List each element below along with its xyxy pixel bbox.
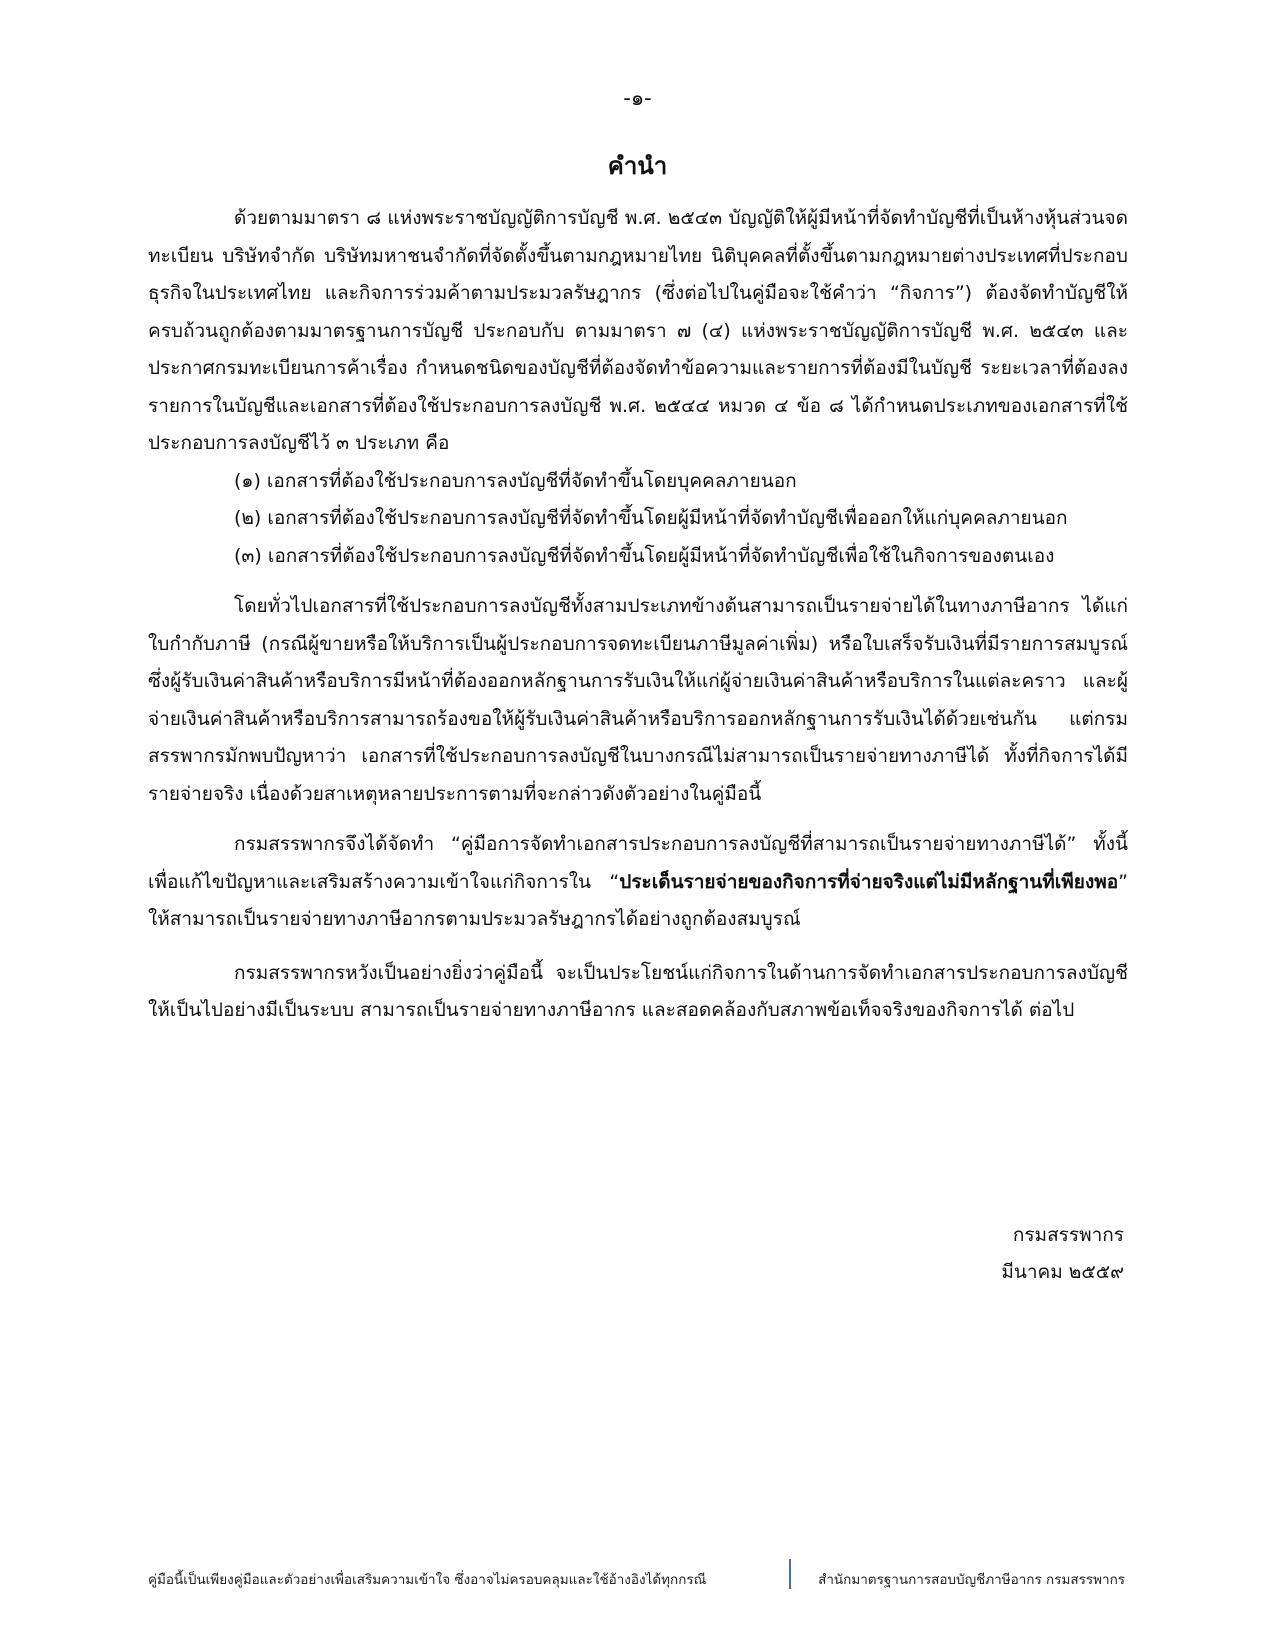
signature-organization: กรมสรรพากร [1012, 1224, 1124, 1246]
list-item-1: (๑) เอกสารที่ต้องใช้ประกอบการลงบัญชีที่จัดทำขึ้นโดยบุคคลภายนอก [234, 469, 797, 492]
footer-disclaimer: คู่มือนี้เป็นเพียงคู่มือและตัวอย่างเพื่อเสริมความเข้าใจ ซึ่งอาจไม่ครอบคลุมและใช้อ้างอิงได้ทุกกรณี [148, 1572, 707, 1588]
page-title: คำนำ [607, 152, 668, 180]
paragraph-general: โดยทั่วไปเอกสารที่ใช้ประกอบการลงบัญชีทั้งสามประเภทข้างต้นสามารถเป็นรายจ่ายได้ในทางภาษีอากร ได้แก่ ใบกำกับภาษี (กรณีผู้ขายหรือให้บริการเป็นผู้ประกอบการจดทะเบียนภาษีมูลค่าเพิ่ม) หรือใบเสร็จรับเงินที่มีรายการสมบูรณ์ ซึ่งผู้รับเงินค่าสินค้าหรือบริการมีหน้าที่ต้องออกหลักฐานการรับเงินให้แก่ผู้จ่ายเงินค่าสินค้าหรือบริการในแต่ละคราว และผู้จ่ายเงินค่าสินค้าหรือบริการสามารถร้องขอให้ผู้รับเงินค่าสินค้าหรือบริการออกหลักฐานการรับเงินได้ด้วยเช่นกัน แต่กรมสรรพากรมักพบปัญหาว่า เอกสารที่ใช้ประกอบการลงบัญชีในบางกรณีไม่สามารถเป็นรายจ่ายทางภาษีได้ ทั้งที่กิจการได้มีรายจ่ายจริง เนื่องด้วยสาเหตุหลายประการตามที่จะกล่าวดังตัวอย่างในคู่มือนี้ [148, 595, 1128, 805]
list-item-2: (๒) เอกสารที่ต้องใช้ประกอบการลงบัญชีที่จัดทำขึ้นโดยผู้มีหน้าที่จัดทำบัญชีเพื่อออกให้แก่บุคคลภายนอก [234, 507, 1068, 529]
page-number: -๑- [623, 86, 652, 110]
paragraph-closing: กรมสรรพากรหวังเป็นอย่างยิ่งว่าคู่มือนี้ จะเป็นประโยชน์แก่กิจการในด้านการจัดทำเอกสารประกอบการลงบัญชีให้เป็นไปอย่างมีเป็นระบบ สามารถเป็นรายจ่ายทางภาษีอากร และสอดคล้องกับสภาพข้อเท็จจริงของกิจการได้ ต่อไป [148, 961, 1128, 1021]
paragraph-purpose-tail: ” ให้สามารถเป็นรายจ่ายทางภาษีอากรตามประมวลรัษฎากรได้อย่างถูกต้องสมบูรณ์ [148, 870, 1128, 930]
paragraph-purpose [148, 826, 1128, 939]
paragraph-intro: ด้วยตามมาตรา ๘ แห่งพระราชบัญญัติการบัญชี พ.ศ. ๒๕๔๓ บัญญัติให้ผู้มีหน้าที่จัดทำบัญชีที่เป็นห้างหุ้นส่วนจดทะเบียน บริษัทจำกัด บริษัทมหาชนจำกัดที่จัดตั้งขึ้นตามกฎหมายไทย นิติบุคคลที่ตั้งขึ้นตามกฎหมายต่างประเทศที่ประกอบธุรกิจในประเทศไทย และกิจการร่วมค้าตามประมวลรัษฎากร (ซึ่งต่อไปในคู่มือจะใช้คำว่า “กิจการ”) ต้องจัดทำบัญชีให้ครบถ้วนถูกต้องตามมาตรฐานการบัญชี ประกอบกับ ตามมาตรา ๗ (๔) แห่งพระราชบัญญัติการบัญชี พ.ศ. ๒๕๔๓ และประกาศกรมทะเบียนการค้าเรื่อง กำหนดชนิดของบัญชีที่ต้องจัดทำข้อความและรายการที่ต้องมีในบัญชี ระยะเวลาที่ต้องลงรายการในบัญชีและเอกสารที่ต้องใช้ประกอบการลงบัญชี พ.ศ. ๒๕๔๔ หมวด ๔ ข้อ ๘ ได้กำหนดประเภทของเอกสารที่ใช้ประกอบการลงบัญชีไว้ ๓ ประเภท คือ [148, 207, 1128, 454]
paragraph-purpose-emphasis: ประเด็นรายจ่ายของกิจการที่จ่ายจริงแต่ไม่มีหลักฐานที่เพียงพอ [619, 870, 1119, 893]
footer-divider [789, 1559, 791, 1589]
signature-date: มีนาคม ๒๕๕๙ [1001, 1261, 1124, 1283]
document-body [148, 200, 1128, 1030]
list-item-3: (๓) เอกสารที่ต้องใช้ประกอบการลงบัญชีที่จัดทำขึ้นโดยผู้มีหน้าที่จัดทำบัญชีเพื่อใช้ในกิจการของตนเอง [234, 544, 1055, 567]
footer-office: สำนักมาตรฐานการสอบบัญชีภาษีอากร กรมสรรพากร [818, 1572, 1125, 1588]
paragraph-purpose-lead: กรมสรรพากรจึงได้จัดทำ “คู่มือการจัดทำเอกสารประกอบการลงบัญชีที่สามารถเป็นรายจ่ายทางภาษีได้” ทั้งนี้ เพื่อแก้ไขปัญหาและเสริมสร้างความเข้าใจแก่กิจการใน “ [148, 833, 1128, 893]
